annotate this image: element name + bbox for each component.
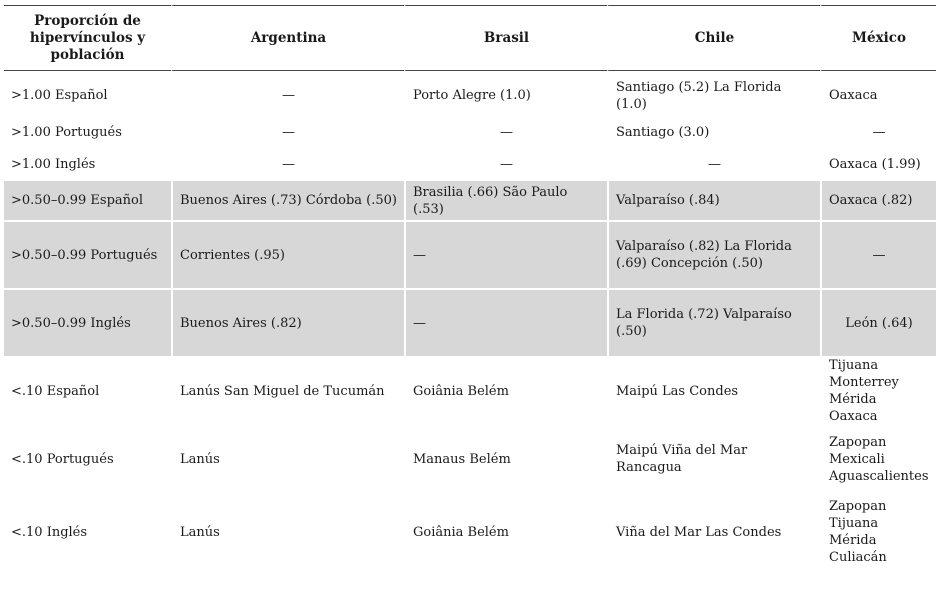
table-row [4, 181, 936, 222]
cell-argentina: Buenos Aires (.73) Córdoba (.50) [171, 181, 404, 222]
cell-chile: Valparaíso (.84) [607, 181, 820, 222]
row-label: >1.00 Portugués [11, 124, 122, 140]
table-row [4, 71, 936, 116]
table-header-row [4, 5, 936, 71]
table-row [4, 116, 936, 148]
cell-brasil: Brasilia (.66) São Paulo (.53) [404, 181, 607, 222]
cell-argentina: Buenos Aires (.82) [171, 290, 404, 356]
cell-brasil: Porto Alegre (1.0) [404, 71, 607, 116]
row-label: >0.50–0.99 Portugués [4, 222, 171, 290]
cell-argentina: Lanús [171, 426, 404, 492]
row-label: >0.50–0.99 Español [4, 181, 171, 222]
header-brasil: Brasil [404, 5, 607, 71]
cell-argentina: — [171, 71, 404, 116]
row-label: >1.00 Inglés [11, 157, 96, 172]
row-label: <.10 Inglés [11, 524, 88, 540]
cell-chile: Viña del Mar Las Condes [607, 492, 820, 572]
cell-brasil: — [404, 116, 607, 148]
cell-mexico: Zapopan Mexicali Aguascalientes [820, 426, 936, 492]
table-row [4, 492, 936, 572]
cell-chile: — [607, 148, 820, 181]
header-proportion: Proporción de hipervínculos y población [4, 5, 171, 71]
cell-chile: Santiago (3.0) [607, 116, 820, 148]
cell-mexico: Oaxaca [820, 71, 936, 116]
cell-brasil: — [404, 290, 607, 356]
header-chile: Chile [607, 5, 820, 71]
cell-mexico: Zapopan Tijuana Mérida Culiacán [820, 492, 936, 572]
table-row [4, 356, 936, 426]
table-row [4, 222, 936, 290]
cell-brasil: Manaus Belém [404, 426, 607, 492]
cell-chile: La Florida (.72) Valparaíso (.50) [607, 290, 820, 356]
cell-argentina: — [171, 116, 404, 148]
row-label: <.10 Español [11, 383, 100, 399]
cell-argentina: — [171, 148, 404, 181]
cell-mexico: Oaxaca (1.99) [820, 148, 936, 181]
header-mexico: México [820, 5, 936, 71]
cell-argentina: Lanús [171, 492, 404, 572]
cell-mexico: León (.64) [820, 290, 936, 356]
cell-argentina: Lanús San Miguel de Tucumán [171, 356, 404, 426]
cell-argentina: Corrientes (.95) [171, 222, 404, 290]
cell-brasil: Goiânia Belém [404, 492, 607, 572]
header-argentina: Argentina [171, 5, 404, 71]
cell-mexico: — [820, 222, 936, 290]
cell-brasil: — [404, 222, 607, 290]
cell-brasil: — [404, 148, 607, 181]
cell-chile: Maipú Las Condes [607, 356, 820, 426]
cell-brasil: Goiânia Belém [404, 356, 607, 426]
table-row [4, 426, 936, 492]
table-row [4, 148, 936, 181]
row-label: >1.00 Español [11, 88, 108, 103]
hyperlink-proportion-table [4, 5, 936, 572]
table-row [4, 290, 936, 356]
row-label: <.10 Portugués [11, 451, 114, 467]
cell-chile: Valparaíso (.82) La Florida (.69) Concepción (.50) [607, 222, 820, 290]
cell-chile: Santiago (5.2) La Florida (1.0) [607, 71, 820, 116]
cell-mexico: — [820, 116, 936, 148]
cell-mexico: Oaxaca (.82) [820, 181, 936, 222]
row-label: >0.50–0.99 Inglés [4, 290, 171, 356]
cell-mexico: Tijuana Monterrey Mérida Oaxaca [820, 356, 936, 426]
cell-chile: Maipú Viña del Mar Rancagua [607, 426, 820, 492]
